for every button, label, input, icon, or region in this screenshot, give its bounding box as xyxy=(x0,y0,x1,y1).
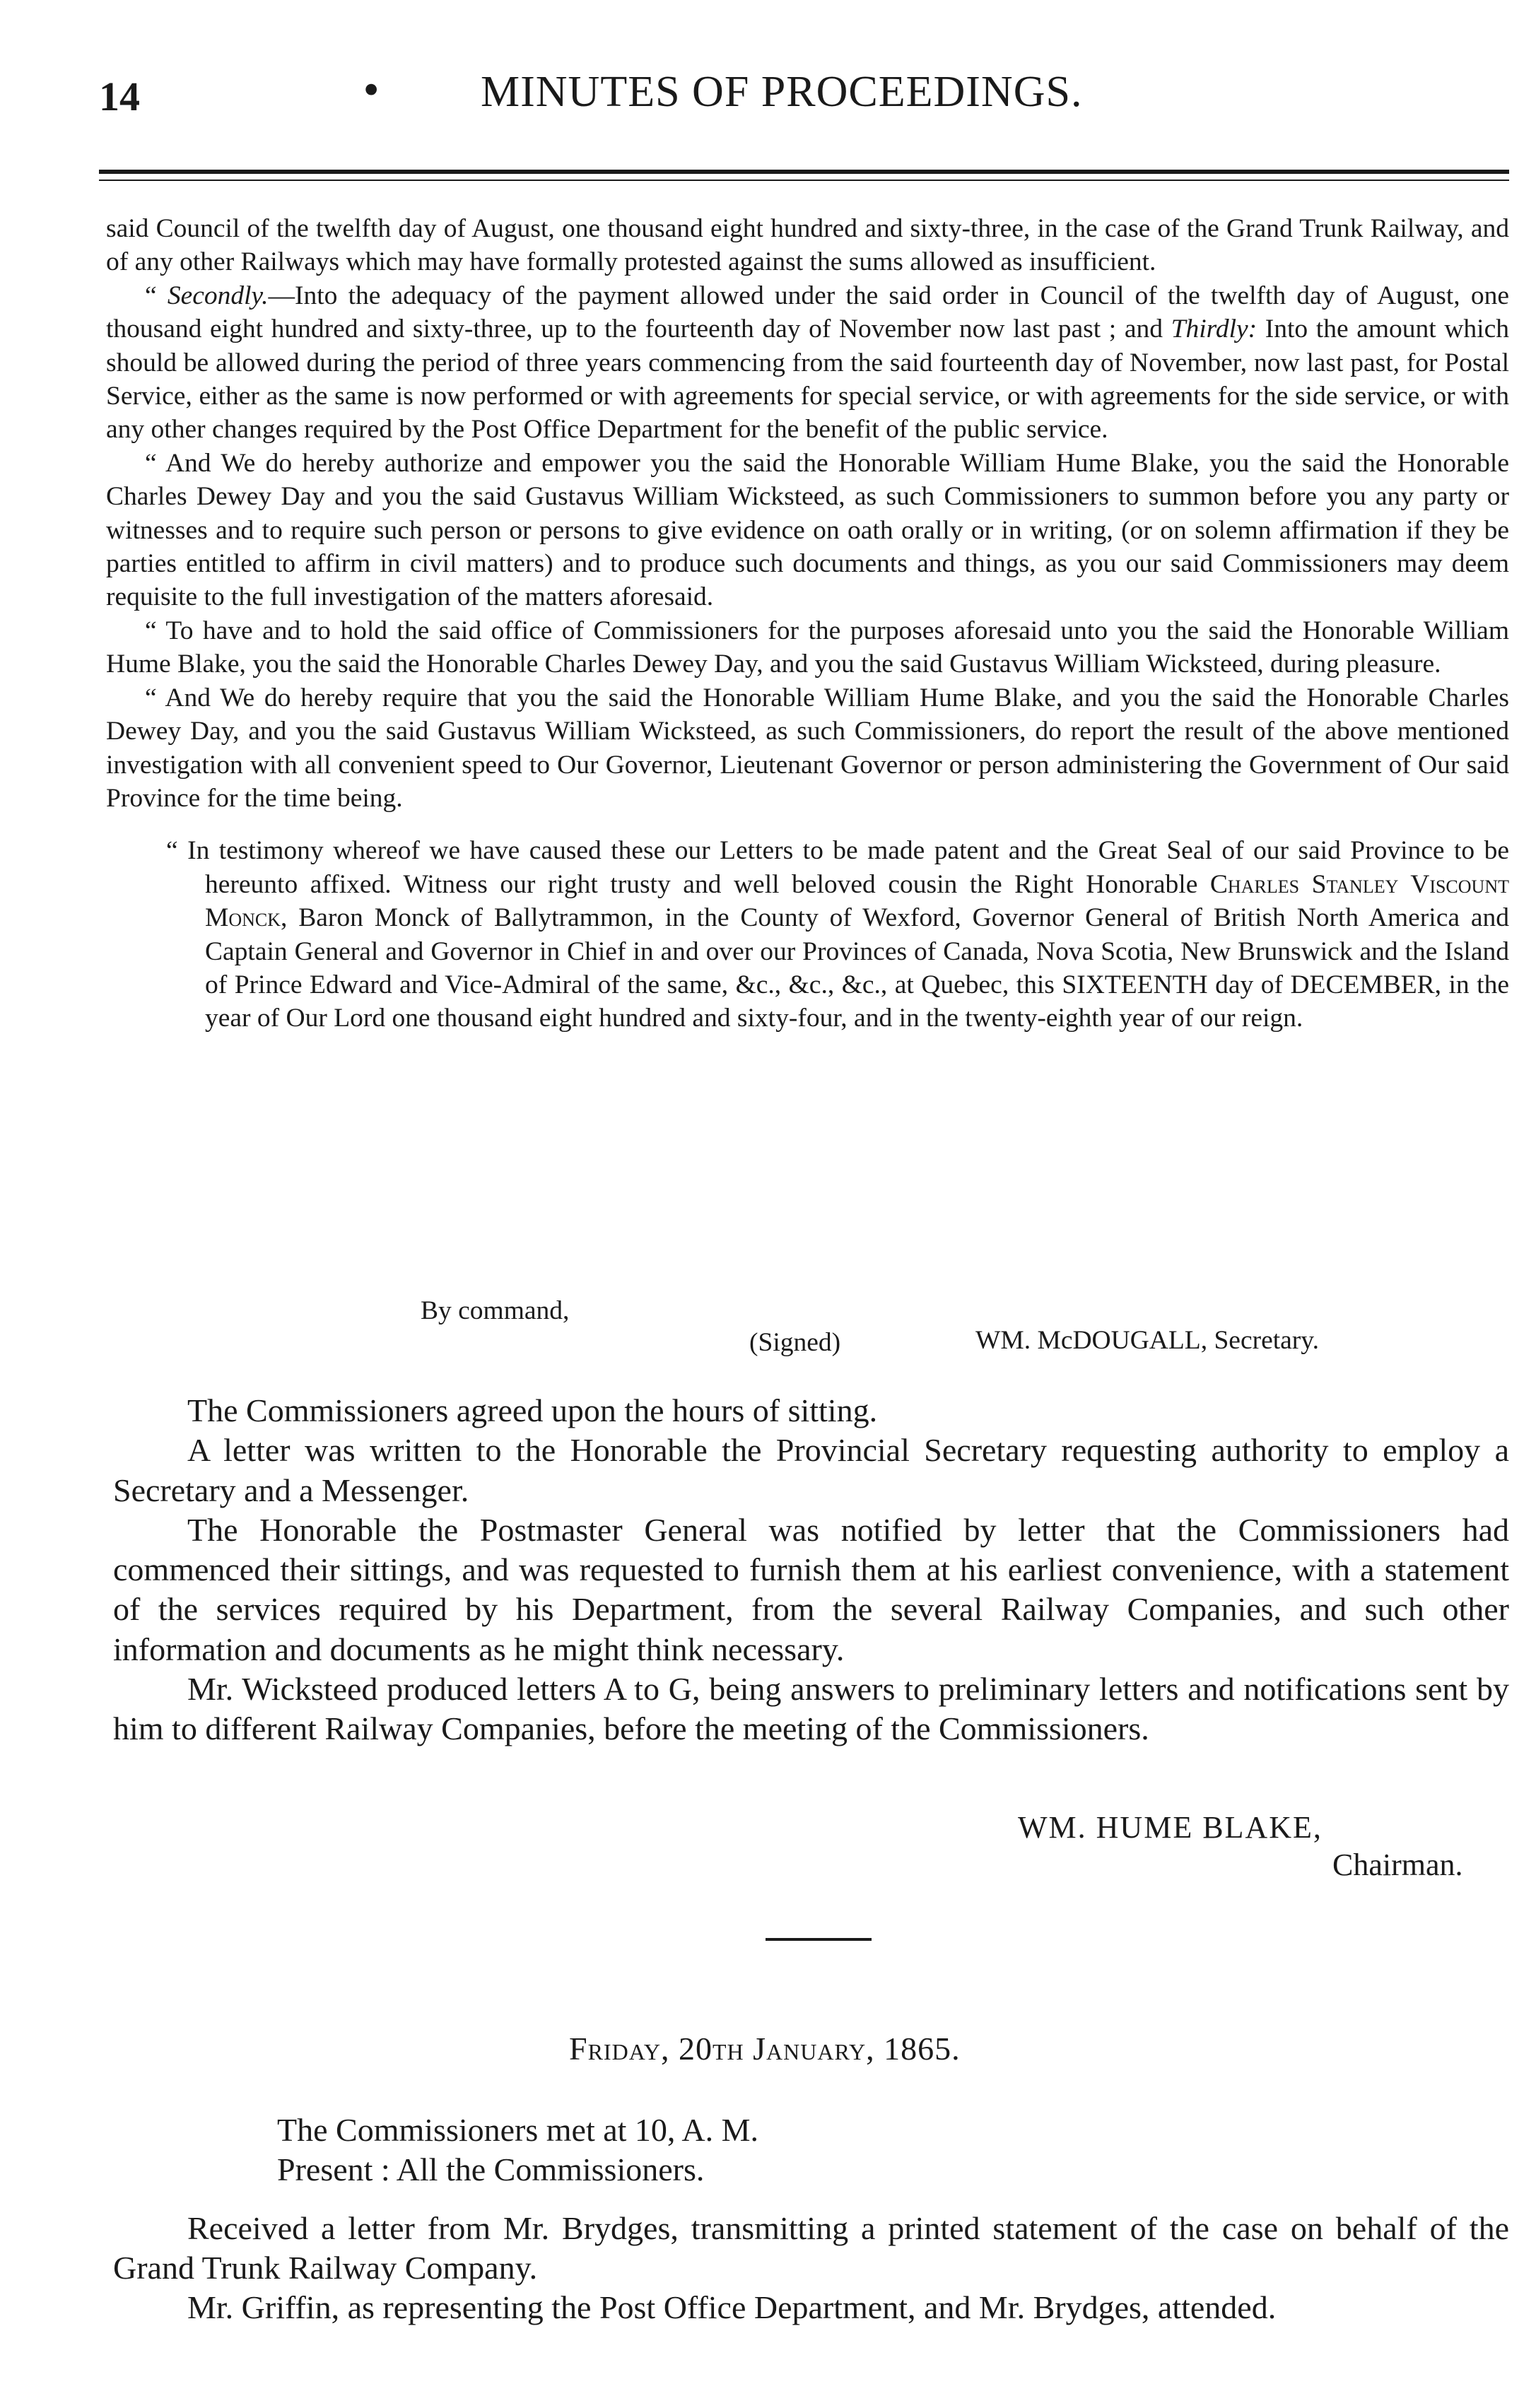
minute-entry: Mr. Wicksteed produced letters A to G, being answers to preliminary letters and notifications sent by him to different Railway Companies, before the meeting of the Commissioners. xyxy=(113,1671,1509,1747)
chairman-title: Chairman. xyxy=(1332,1848,1463,1882)
secretary-signature: WM. McDOUGALL, Secretary. xyxy=(975,1326,1319,1355)
commission-paragraph: “ And We do hereby authorize and empower you the said the Honorable William Hume Blake, you the said the Honorable Charles Dewey Day and you the said Gustavus William Wicksteed, as such Commissioners to summon before you any party or witnesses and to require such person or persons to give evidence on oath orally or in writing, (or on solemn affirmation if they be parties entitled to affirm in civil matters) and to produce such documents and things, as you our said Commissioners may deem requisite to the full investigation of the matters aforesaid. xyxy=(106,448,1509,612)
commission-paragraph: “ And We do hereby require that you the said the Honorable William Hume Blake, and you the said the Honorable Charles Dewey Day, and you the said Gustavus William Wicksteed, as such Commissioners, do report the result of the above mentioned investigation with all convenient speed to Our Governor, Lieutenant Governor or person administering the Government of Our said Province for the time being. xyxy=(106,683,1509,813)
governor-name: Charles Stanley Viscount Monck xyxy=(205,869,1509,933)
commission-text xyxy=(106,212,1509,1035)
testimony-text-continued: , Baron Monck of Ballytrammon, in the County of Wexford, Governor General of British North America and Captain General and Governor in Chief in and over our Provinces of Canada, Nova Scotia, New Brunswick and the Island of Prince Edward and Vice-Admiral of the same, &c., &c., &c., at Quebec, this SIXTEENTH day of DECEMBER, in the year of Our Lord one thousand eight hundred and sixty-four, and in the twenty-eighth year of our reign. xyxy=(205,903,1509,1033)
chairman-signature: WM. HUME BLAKE, xyxy=(1018,1810,1323,1845)
session-text xyxy=(113,2110,1509,2327)
header-rule-thick xyxy=(99,170,1509,174)
session-entry: Mr. Griffin, as representing the Post Office Department, and Mr. Brydges, attended. xyxy=(187,2289,1277,2325)
minutes-text xyxy=(113,1391,1509,1749)
testimony-paragraph xyxy=(106,834,1509,1035)
quote-mark: “ xyxy=(145,281,168,310)
thirdly-label: Thirdly: xyxy=(1171,315,1257,344)
by-command: By command, xyxy=(421,1296,570,1325)
signed-label: (Signed) xyxy=(749,1328,841,1357)
session-date-heading: Friday, 20th January, 1865. xyxy=(569,2031,961,2067)
session-present: Present : All the Commissioners. xyxy=(277,2151,705,2187)
thirdly-text: Into the amount which should be allowed during the period of three years commencing from the said fourteenth day of November, now last past, for Postal Service, either as the same is now performed or with agreements for special service, or with agreements for the side service, or with any other changes required by the Post Office Department for the benefit of the public service. xyxy=(106,315,1509,445)
secondly-label: Secondly. xyxy=(167,281,269,310)
running-title: MINUTES OF PROCEEDINGS. xyxy=(481,68,1083,116)
minute-entry: The Honorable the Postmaster General was notified by letter that the Commissioners had commenced their sittings, and was requested to furnish them at his earliest convenience, with a statement of the services required by his Department, from the several Railway Companies, and such other information and documents as he might think necessary. xyxy=(113,1511,1509,1667)
header-dot: • xyxy=(364,66,379,112)
commission-paragraph: said Council of the twelfth day of August, one thousand eight hundred and sixty-three, in the case of the Grand Trunk Railway, and of any other Railways which may have formally protested against the sums allowed as insufficient. xyxy=(106,214,1509,277)
session-met: The Commissioners met at 10, A. M. xyxy=(277,2112,759,2148)
session-entry: Received a letter from Mr. Brydges, transmitting a printed statement of the case on behalf of the Grand Trunk Railway Company. xyxy=(113,2210,1509,2286)
commission-paragraph: “ To have and to hold the said office of Commissioners for the purposes aforesaid unto you the said the Honorable William Hume Blake, you the said the Honorable Charles Dewey Day, and you the said Gustavus William Wicksteed, during pleasure. xyxy=(106,616,1509,679)
secondly-text: —Into the adequacy of the payment allowed under the said order in Council of the twelfth day of August, one thousand eight hundred and sixty-three, up to the fourteenth day of November now last past ; and xyxy=(106,281,1509,344)
page-header xyxy=(99,60,1509,117)
minute-entry: The Commissioners agreed upon the hours of sitting. xyxy=(187,1392,878,1428)
header-rule-thin xyxy=(99,180,1509,181)
page-number: 14 xyxy=(99,74,140,119)
commission-paragraph-secondly xyxy=(106,279,1509,447)
minute-entry: A letter was written to the Honorable the Provincial Secretary requesting authority to employ a Secretary and a Messenger. xyxy=(113,1432,1509,1508)
section-divider xyxy=(766,1938,872,1941)
testimony-text: “ In testimony whereof we have caused these our Letters to be made patent and the Great Seal of our said Province to be hereunto affixed. Witness our right trusty and well beloved cousin the Right Honorable xyxy=(166,836,1509,899)
